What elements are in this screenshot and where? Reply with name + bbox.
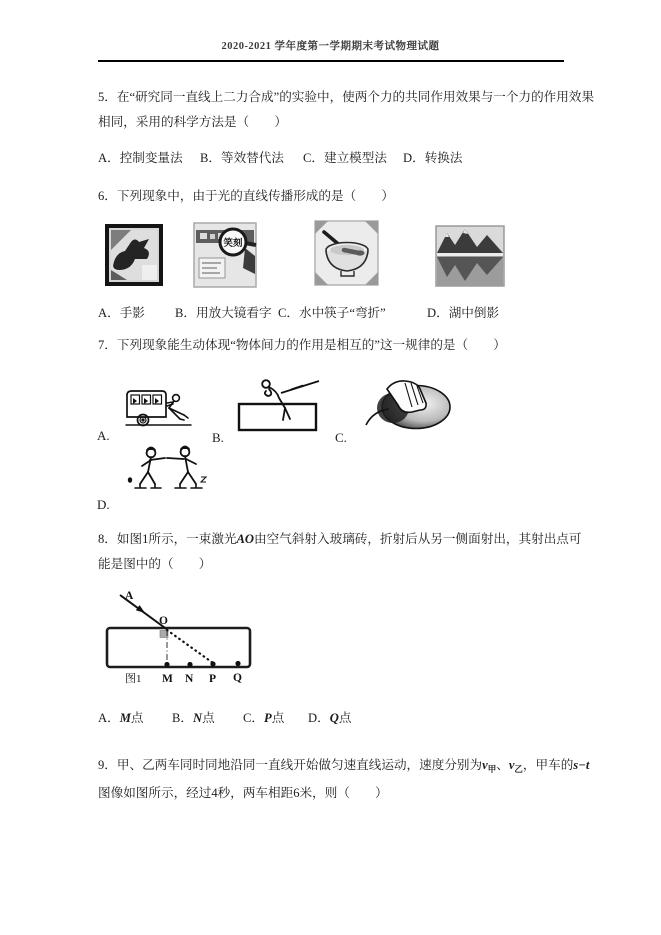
q7-label-a: A. xyxy=(97,428,110,443)
page-title: 2020-2021 学年度第一学期期末考试物理试题 xyxy=(221,41,440,52)
s-t-symbol: s−t xyxy=(573,758,590,772)
q5-option-a: A．控制变量法 xyxy=(98,151,183,165)
skater-right xyxy=(167,447,202,489)
q5-option-c: C．建立模型法 xyxy=(303,151,387,165)
q8-text-line1: 8．如图1所示，一束激光AO由空气斜射入玻璃砖，折射后从另一侧面射出，其射出点可 xyxy=(98,532,582,546)
pushing-person xyxy=(167,395,188,420)
bowl-chopstick-image xyxy=(314,220,379,286)
glass-brick xyxy=(107,628,250,667)
bus-shape xyxy=(126,391,191,426)
bus-push-image xyxy=(123,377,197,429)
label-q: Q xyxy=(233,672,242,684)
q9-text-line1: 9．甲、乙两车同时同地沿同一直线开始做匀速直线运动，速度分别为$v_甲$、$v_乙$，甲车的s−t xyxy=(98,758,590,774)
q8-option-a: A．M点 xyxy=(98,711,144,725)
q6-option-d: D．湖中倒影 xyxy=(427,306,500,320)
skater-left xyxy=(135,448,165,489)
q9-text-line2: 图像如图所示，经过4秒，两车相距6米，则（ ） xyxy=(98,786,388,800)
q8-text-line2: 能是图中的（ ） xyxy=(98,557,212,571)
hand-shadow-image xyxy=(105,224,163,286)
q8-option-b: B．N点 xyxy=(172,711,215,725)
q7-label-d: D. xyxy=(97,497,110,512)
pool-platform xyxy=(239,404,316,430)
q5-options-row xyxy=(0,150,661,168)
skaters-push-image xyxy=(122,443,222,497)
diver-figure xyxy=(262,380,290,420)
figure1-glass-brick-diagram xyxy=(95,586,365,688)
q5-text-line1: 5．在“研究同一直线上二力合成”的实验中，使两个力的共同作用效果与一个力的作用效果 xyxy=(98,90,595,104)
label-m: M xyxy=(162,673,173,685)
q8-option-d: D．Q点 xyxy=(308,711,352,725)
figure-caption: 图1 xyxy=(125,673,142,685)
lake-reflection-image xyxy=(435,225,505,287)
q6-option-c: C．水中筷子“弯折” xyxy=(278,306,386,320)
q5-text-line2: 相同，采用的科学方法是（ ） xyxy=(98,115,287,129)
q6-option-a: A．手影 xyxy=(98,306,145,320)
q6-option-b: B．用放大镜看字 xyxy=(175,306,272,320)
v-jia-symbol: v xyxy=(482,758,488,772)
label-n: N xyxy=(185,673,194,685)
q7-label-b: B. xyxy=(212,430,224,445)
q5-option-b: B．等效替代法 xyxy=(200,151,284,165)
magnifier-reading-image xyxy=(193,222,257,288)
lens-text: 笑刻 xyxy=(223,239,243,249)
q6-options-row xyxy=(0,305,661,323)
header-divider xyxy=(98,60,564,62)
laser-ao-symbol: AO xyxy=(236,532,255,546)
q8-option-c: C．P点 xyxy=(243,711,285,725)
diver-image xyxy=(233,374,321,434)
q7-label-c: C. xyxy=(335,430,347,445)
label-o: O xyxy=(159,615,168,627)
label-a: A xyxy=(125,590,134,602)
waterline xyxy=(437,253,503,257)
q8-options-row xyxy=(0,710,661,728)
v-yi-symbol: v xyxy=(508,758,515,772)
springboard xyxy=(281,381,319,393)
q6-text: 6．下列现象中，由于光的直线传播形成的是（ ） xyxy=(98,189,394,203)
label-p: P xyxy=(209,673,217,685)
q5-option-d: D．转换法 xyxy=(403,151,463,165)
refracted-ray-dotted xyxy=(167,630,213,663)
q7-text: 7．下列现象能生动体现“物体间力的作用是相互的”这一规律的是（ ） xyxy=(98,338,506,352)
hand-press-ball-image xyxy=(360,377,454,431)
